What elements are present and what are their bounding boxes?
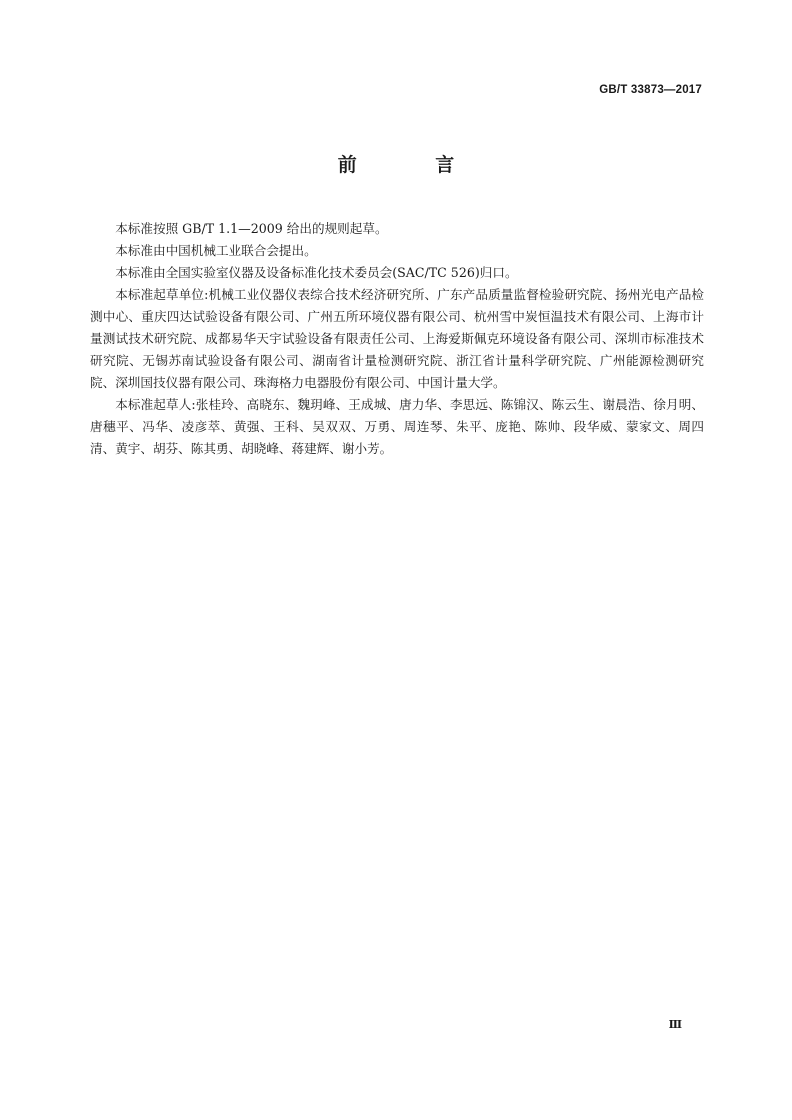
page-number: Ⅲ <box>668 1018 682 1031</box>
paragraph-drafting-rules: 本标准按照 GB/T 1.1—2009 给出的规则起草。 <box>115 221 388 236</box>
paragraph-responsible-committee: 本标准由全国实验室仪器及设备标准化技术委员会(SAC/TC 526)归口。 <box>115 265 518 280</box>
foreword-title: 前 言 <box>337 154 491 176</box>
foreword-body <box>90 218 704 460</box>
standard-code: GB/T 33873—2017 <box>599 84 702 96</box>
paragraph-proposed-by: 本标准由中国机械工业联合会提出。 <box>115 243 317 258</box>
paragraph-drafters: 本标准起草人:张桂玲、高晓东、魏玥峰、王成城、唐力华、李思远、陈锦汉、陈云生、谢晨浩、徐月明、唐穗平、冯华、凌彦萃、黄强、王科、吴双双、万勇、周连琴、朱平、庞艳、陈帅、段华威、蒙家文、周四清、黄宇、胡芬、陈其勇、胡晓峰、蒋建辉、谢小芳。 <box>90 397 704 456</box>
paragraph-drafting-units: 本标准起草单位:机械工业仪器仪表综合技术经济研究所、广东产品质量监督检验研究院、扬州光电产品检测中心、重庆四达试验设备有限公司、广州五所环境仪器有限公司、杭州雪中炭恒温技术有限公司、上海市计量测试技术研究院、成都易华天宇试验设备有限责任公司、上海爱斯佩克环境设备有限公司、深圳市标准技术研究院、无锡苏南试验设备有限公司、湖南省计量检测研究院、浙江省计量科学研究院、广州能源检测研究院、深圳国技仪器有限公司、珠海格力电器股份有限公司、中国计量大学。 <box>90 287 704 390</box>
